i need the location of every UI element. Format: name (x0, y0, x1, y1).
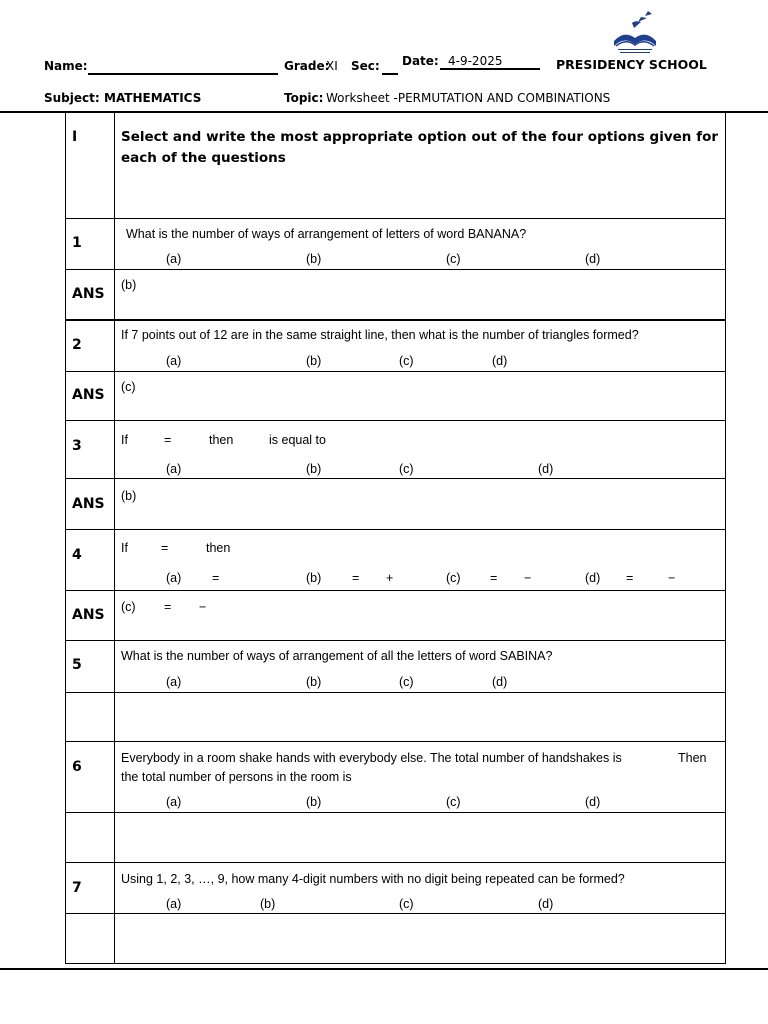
question-text-then: then (206, 541, 231, 555)
option-a: (a) (166, 462, 182, 476)
option-b: (b) (306, 354, 322, 368)
option-symbol: − (524, 571, 532, 585)
option-a: (a) (166, 897, 182, 911)
name-label: Name: (44, 59, 88, 73)
question-number: 7 (72, 880, 82, 896)
option-d: (d) (585, 571, 601, 585)
table-right-border (725, 112, 726, 964)
answer-value: (c) (121, 380, 136, 394)
row-line (65, 529, 726, 530)
row-line (65, 963, 726, 964)
question-number: 2 (72, 337, 82, 353)
row-line (65, 862, 726, 863)
option-symbol: + (386, 571, 394, 585)
question-text-if: If (121, 433, 128, 447)
school-name: PRESIDENCY SCHOOL (556, 57, 707, 72)
option-b: (b) (306, 675, 322, 689)
grade-label: Grade: (284, 59, 330, 73)
option-c: (c) (399, 675, 414, 689)
topic-value: Worksheet -PERMUTATION AND COMBINATIONS (326, 91, 611, 105)
option-c: (c) (446, 795, 461, 809)
answer-value: (b) (121, 278, 137, 292)
question-number: 1 (72, 235, 82, 251)
school-logo-icon (608, 8, 662, 56)
option-a: (a) (166, 571, 182, 585)
question-text-if: If (121, 541, 128, 555)
question-text: What is the number of ways of arrangement of all the letters of word SABINA? (121, 649, 553, 663)
equals-sign: = (161, 541, 169, 555)
question-text-then: Then (678, 751, 707, 765)
section-instruction: Select and write the most appropriate option out of the four options given for each of the questions (121, 129, 718, 166)
question-text-line2: the total number of persons in the room is (121, 770, 352, 784)
option-d: (d) (538, 462, 554, 476)
option-b: (b) (260, 897, 276, 911)
question-text-is-equal-to: is equal to (269, 433, 326, 447)
option-a: (a) (166, 795, 182, 809)
option-a: (a) (166, 252, 182, 266)
row-line (65, 478, 726, 479)
option-c: (c) (446, 571, 461, 585)
question-number: 6 (72, 759, 82, 775)
question-text: What is the number of ways of arrangement of letters of word BANANA? (126, 227, 527, 241)
option-b: (b) (306, 795, 322, 809)
option-b: (b) (306, 462, 322, 476)
ans-label: ANS (72, 496, 105, 512)
question-text: Using 1, 2, 3, …, 9, how many 4-digit numbers with no digit being repeated can be formed? (121, 872, 625, 886)
answer-symbol: = (164, 600, 172, 614)
row-line (65, 812, 726, 813)
grade-value: XI (326, 59, 338, 73)
date-label: Date: (402, 54, 439, 68)
header-rule (0, 111, 768, 113)
sec-label: Sec: (351, 59, 380, 73)
date-blank-line (440, 68, 540, 70)
row-line (65, 640, 726, 641)
topic-label: Topic: (284, 91, 324, 105)
row-line (65, 590, 726, 591)
row-line (65, 269, 726, 270)
ans-label: ANS (72, 387, 105, 403)
row-line (65, 692, 726, 693)
option-symbol: = (626, 571, 634, 585)
option-symbol: = (490, 571, 498, 585)
ans-label: ANS (72, 607, 105, 623)
name-blank-line (88, 73, 278, 75)
question-number: 5 (72, 657, 82, 673)
date-value: 4-9-2025 (448, 54, 503, 68)
table-left-border (65, 112, 66, 964)
option-c: (c) (399, 462, 414, 476)
option-d: (d) (585, 252, 601, 266)
option-a: (a) (166, 675, 182, 689)
subject-value: MATHEMATICS (104, 91, 202, 105)
option-d: (d) (538, 897, 554, 911)
option-a: (a) (166, 354, 182, 368)
question-number: 3 (72, 438, 82, 454)
equals-sign: = (164, 433, 172, 447)
question-text-line1: Everybody in a room shake hands with everybody else. The total number of handshakes is (121, 751, 622, 765)
row-line (65, 319, 726, 321)
section-number: I (72, 129, 78, 145)
option-symbol: − (668, 571, 676, 585)
row-line (65, 218, 726, 219)
answer-value: (c) (121, 600, 136, 614)
ans-label: ANS (72, 286, 105, 302)
option-c: (c) (399, 897, 414, 911)
subject-label: Subject: (44, 91, 100, 105)
table-divider (114, 112, 115, 964)
question-number: 4 (72, 547, 82, 563)
row-line (65, 741, 726, 742)
row-line (65, 371, 726, 372)
option-symbol: = (212, 571, 220, 585)
option-d: (d) (492, 354, 508, 368)
answer-symbol: − (199, 600, 207, 614)
row-line (65, 420, 726, 421)
option-d: (d) (585, 795, 601, 809)
sec-blank-line (382, 73, 398, 75)
option-b: (b) (306, 252, 322, 266)
answer-value: (b) (121, 489, 137, 503)
option-c: (c) (399, 354, 414, 368)
option-symbol: = (352, 571, 360, 585)
option-b: (b) (306, 571, 322, 585)
question-text-then: then (209, 433, 234, 447)
row-line (65, 913, 726, 914)
footer-rule (0, 968, 768, 970)
question-text: If 7 points out of 12 are in the same straight line, then what is the number of triangles formed? (121, 328, 639, 342)
option-d: (d) (492, 675, 508, 689)
option-c: (c) (446, 252, 461, 266)
